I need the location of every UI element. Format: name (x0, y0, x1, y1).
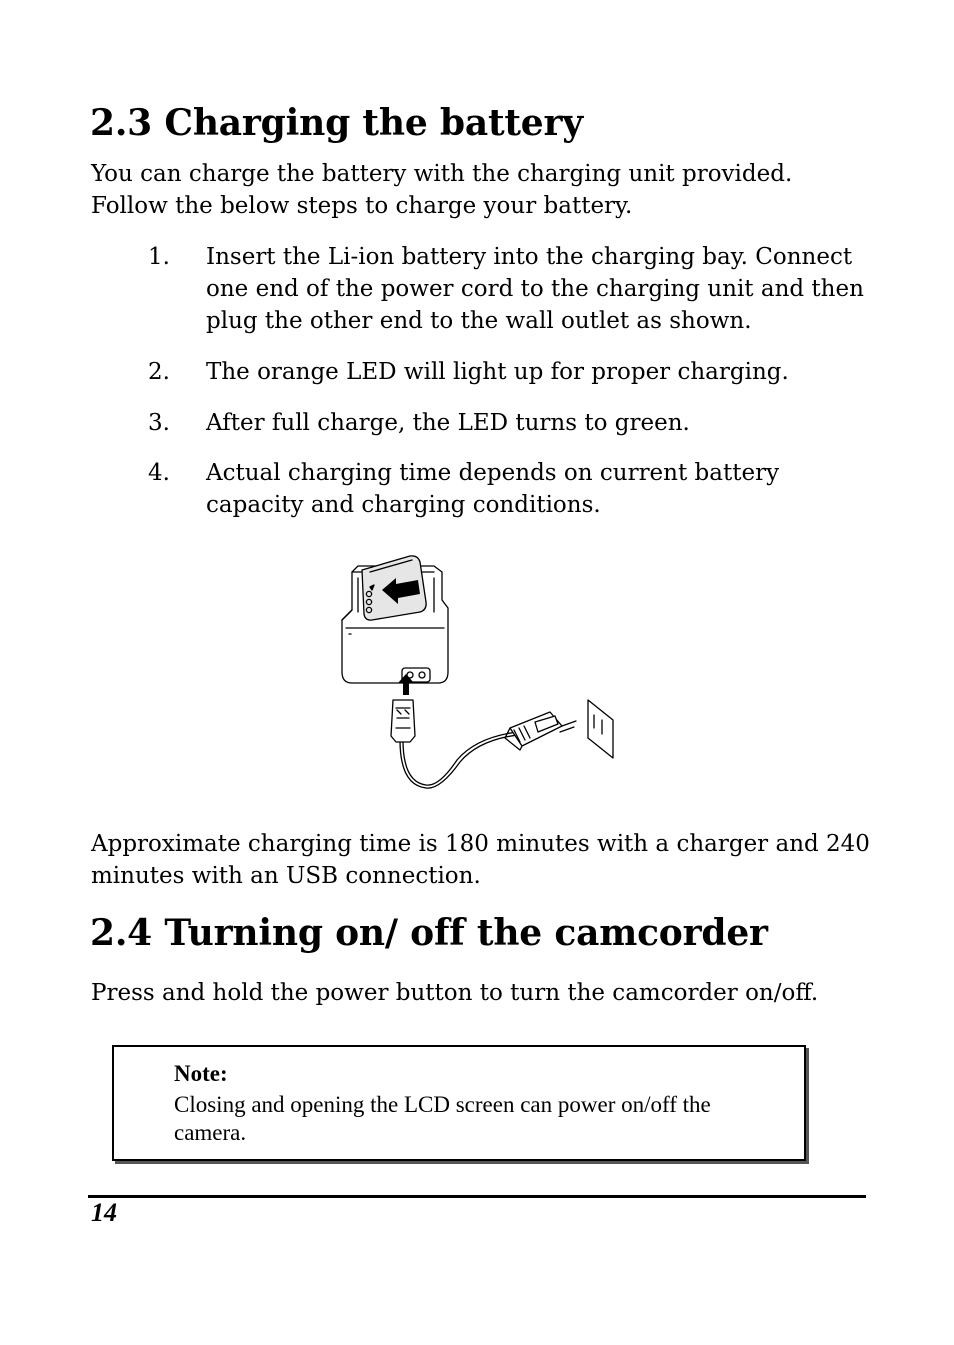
charging-intro-text: You can charge the battery with the charging unit provided. Follow the below steps to charge your battery. (91, 161, 793, 219)
list-item-text: After full charge, the LED turns to green. (206, 410, 690, 436)
list-item-text: Insert the Li-ion battery into the charging bay. Connect one end of the power cord to the charging unit and then plug the other end to the wall outlet as shown. (206, 244, 864, 334)
page-number: 14 (91, 1198, 117, 1227)
list-item-number: 2. (148, 359, 170, 385)
charger-illustration-icon (330, 550, 620, 795)
footer-divider (88, 1195, 866, 1198)
list-item-number: 1. (148, 244, 170, 270)
section-heading-power: 2.4 Turning on/ off the camcorder (90, 912, 768, 954)
section-heading-charging: 2.3 Charging the battery (90, 102, 583, 144)
list-item-text: Actual charging time depends on current battery capacity and charging conditions. (206, 460, 780, 518)
list-item-number: 4. (148, 460, 170, 486)
note-text: Closing and opening the LCD screen can power on/off the camera. (174, 1092, 711, 1145)
list-item-text: The orange LED will light up for proper charging. (206, 359, 789, 385)
power-instruction-text: Press and hold the power button to turn the camcorder on/off. (91, 980, 819, 1006)
note-title: Note: (174, 1061, 228, 1086)
list-item-number: 3. (148, 410, 170, 436)
note-box (112, 1045, 806, 1161)
charging-time-text: Approximate charging time is 180 minutes with a charger and 240 minutes with an USB connection. (91, 831, 870, 889)
